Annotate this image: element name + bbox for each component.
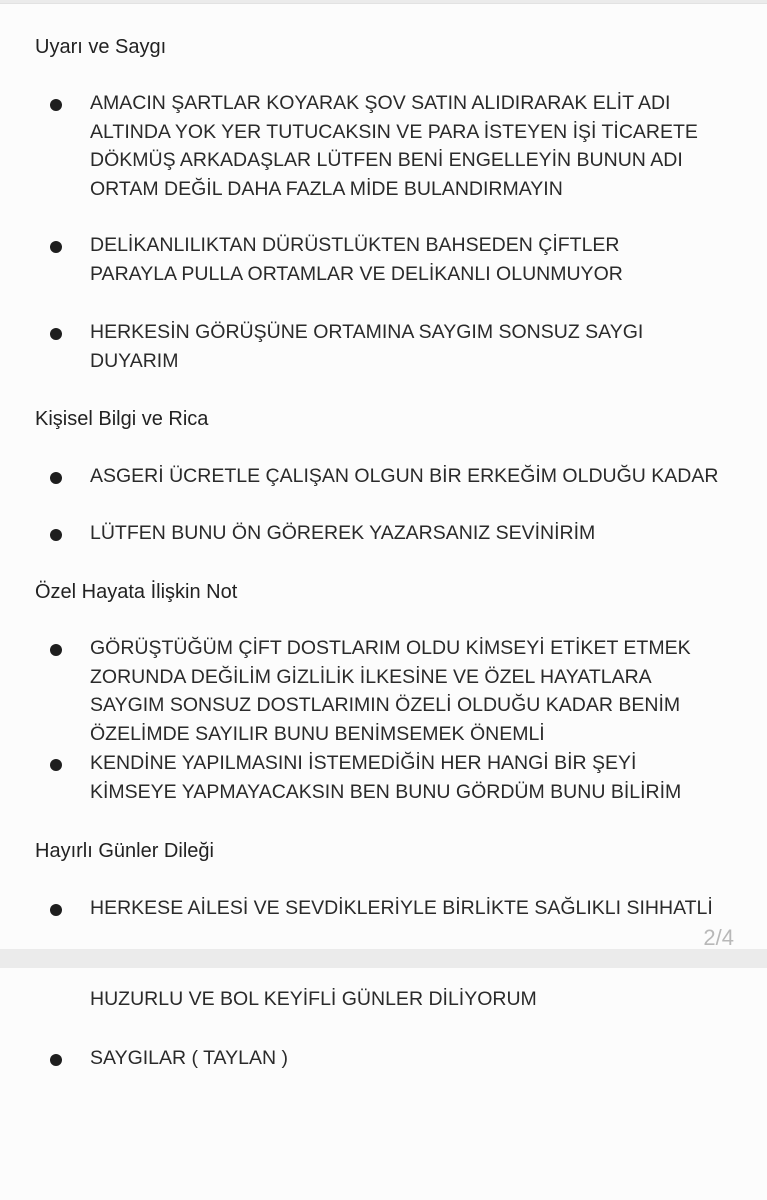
bullet-icon xyxy=(50,904,62,916)
list-item: AMACIN ŞARTLAR KOYARAK ŞOV SATIN ALIDIRARAK ELİT ADI ALTINDA YOK YER TUTUCAKSIN VE PARA İSTEYEN İŞİ TİCARETE DÖKMÜŞ ARKADAŞLAR LÜTFEN BENİ ENGELLEYİN BUNUN ADI ORTAM DEĞİL DAHA FAZLA MİDE BULANDIRMAYIN xyxy=(90,92,698,201)
bullet-icon xyxy=(50,99,62,111)
bullet-icon xyxy=(50,328,62,340)
page-indicator: 2/4 xyxy=(703,925,734,950)
list-item: LÜTFEN BUNU ÖN GÖREREK YAZARSANIZ SEVİNİRİM xyxy=(90,522,596,544)
list-item-continuation: HUZURLU VE BOL KEYİFLİ GÜNLER DİLİYORUM xyxy=(90,988,537,1010)
list-item: DELİKANLILIKTAN DÜRÜSTLÜKTEN BAHSEDEN ÇİFTLER PARAYLA PULLA ORTAMLAR VE DELİKANLI OLUNMUYOR xyxy=(90,234,623,285)
section-heading-privacy: Özel Hayata İlişkin Not xyxy=(35,581,238,603)
list-item: HERKESE AİLESİ VE SEVDİKLERİYLE BİRLİKTE SAĞLIKLI SIHHATLİ xyxy=(90,897,713,919)
section-heading-warning: Uyarı ve Saygı xyxy=(35,36,167,58)
list-item: GÖRÜŞTÜĞÜM ÇİFT DOSTLARIM OLDU KİMSEYİ ETİKET ETMEK ZORUNDA DEĞİLİM GİZLİLİK İLKESİNE VE ÖZEL HAYATLARA SAYGIM SONSUZ DOSTLARIMIN ÖZELİ OLDUĞU KADAR BENİM ÖZELİMDE SAYILIR BUNU BENİMSEMEK ÖNEMLİ xyxy=(90,637,691,746)
bullet-icon xyxy=(50,644,62,656)
list-item: SAYGILAR ( TAYLAN ) xyxy=(90,1047,288,1069)
bullet-icon xyxy=(50,759,62,771)
document-page-3 xyxy=(0,968,767,1200)
section-heading-wishes: Hayırlı Günler Dileği xyxy=(35,840,214,862)
bullet-icon xyxy=(50,1054,62,1066)
list-item: HERKESİN GÖRÜŞÜNE ORTAMINA SAYGIM SONSUZ SAYGI DUYARIM xyxy=(90,321,644,372)
bullet-icon xyxy=(50,472,62,484)
section-heading-personal: Kişisel Bilgi ve Rica xyxy=(35,408,209,430)
bullet-icon xyxy=(50,241,62,253)
bullet-icon xyxy=(50,529,62,541)
document-page-2 xyxy=(0,3,767,949)
list-item: KENDİNE YAPILMASINI İSTEMEDİĞİN HER HANGİ BİR ŞEYİ KİMSEYE YAPMAYACAKSIN BEN BUNU GÖRDÜM BUNU BİLİRİM xyxy=(90,752,682,803)
list-item: ASGERİ ÜCRETLE ÇALIŞAN OLGUN BİR ERKEĞİM OLDUĞU KADAR xyxy=(90,465,719,487)
